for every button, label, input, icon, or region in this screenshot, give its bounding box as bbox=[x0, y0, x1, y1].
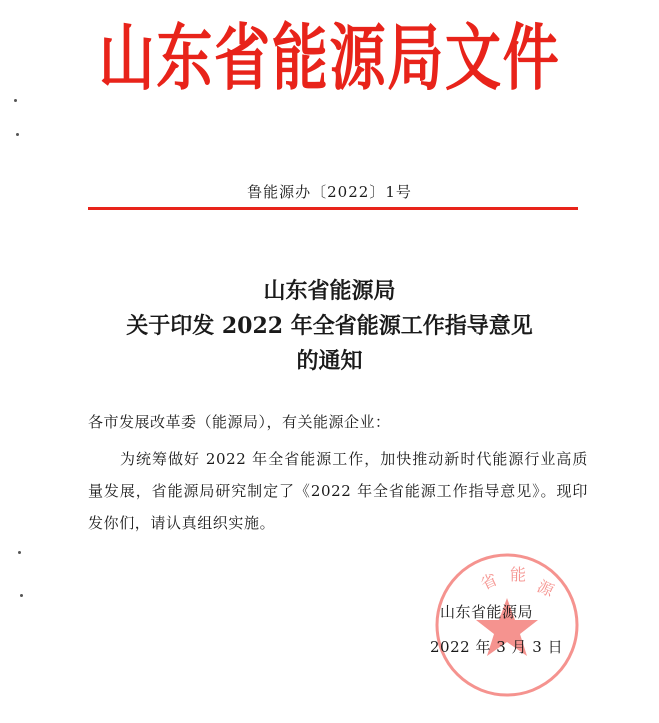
red-divider-line bbox=[88, 207, 578, 210]
margin-mark bbox=[18, 551, 21, 554]
official-seal-icon bbox=[432, 550, 582, 700]
svg-text:省: 省 bbox=[477, 569, 501, 594]
signature-organization: 山东省能源局 bbox=[440, 603, 534, 621]
margin-mark bbox=[14, 99, 17, 102]
document-masthead: 山东省能源局文件 bbox=[98, 16, 561, 100]
margin-mark bbox=[20, 594, 23, 597]
body-paragraph: 为统筹做好 2022 年全省能源工作，加快推动新时代能源行业高质量发展，省能源局研究制定了《2022 年全省能源工作指导意见》。现印发你们，请认真组织实施。 bbox=[88, 450, 588, 532]
svg-text:能: 能 bbox=[510, 565, 527, 584]
margin-mark bbox=[16, 133, 19, 136]
signature-date: 2022 年 3 月 3 日 bbox=[430, 638, 564, 656]
document-number: 鲁能源办〔2022〕1号 bbox=[247, 183, 412, 201]
document-title-line-3: 的通知 bbox=[296, 348, 363, 374]
document-title-line-2: 关于印发 2022 年全省能源工作指导意见 bbox=[126, 313, 533, 339]
svg-text:源: 源 bbox=[534, 576, 557, 601]
salutation: 各市发展改革委（能源局），有关能源企业： bbox=[88, 413, 391, 431]
document-title-line-1: 山东省能源局 bbox=[263, 278, 396, 304]
